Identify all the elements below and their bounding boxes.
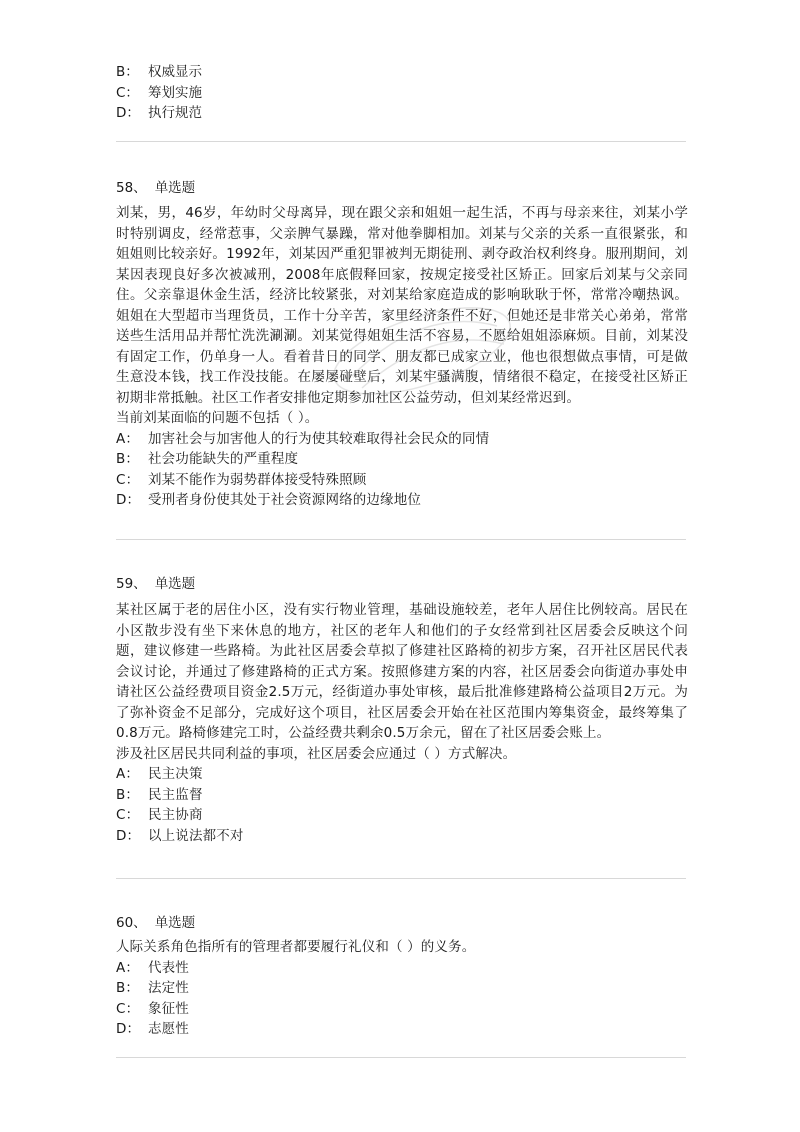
divider <box>116 539 686 540</box>
option-key: A： <box>116 430 140 447</box>
divider <box>116 141 686 142</box>
option-text: 以上说法都不对 <box>148 827 244 844</box>
question-prompt: 涉及社区居民共同利益的事项，社区居委会应通过（ ）方式解决。 <box>116 745 517 762</box>
question-type: 单选题 <box>154 915 196 931</box>
question-stem: 刘某，男，46岁，年幼时父母离异，现在跟父亲和姐姐一起生活，不再与母亲来往，刘某小学时特别调皮，经常惹事，父亲脾气暴躁，常对他拳脚相加。刘某与父亲的关系一直很紧张，和姐姐则比较亲好。1992年，刘某因严重犯罪被判无期徒刑、剥夺政治权利终身。服刑期间，刘某因表现良好多次被减刑，2008年底假释回家，按规定接受社区矫正。回家后刘某与父亲同住。父亲靠退休金生活，经济比较紧张，对刘某给家庭造成的影响耿耿于怀，常常冷嘲热讽。姐姐在大型超市当理货员，工作十分辛苦，家里经济条件不好，但她还是非常关心弟弟，常常送些生活用品并帮忙洗洗涮涮。刘某觉得姐姐生活不容易，不愿给姐姐添麻烦。目前，刘某没有固定工作，仍单身一人。看着昔日的同学、朋友都已成家立业，他也很想做点事情，可是做生意没本钱，找工作没技能。在屡屡碰壁后，刘某牢骚满腹，情绪很不稳定，在接受社区矫正初期非常抵触。社区工作者安排他定期参加社区公益劳动，但刘某经常迟到。 <box>116 205 688 406</box>
option-key: B： <box>116 451 140 467</box>
option-c <box>116 805 688 826</box>
option-key: B： <box>116 64 139 80</box>
question-type: 单选题 <box>154 576 196 592</box>
option-a <box>116 429 688 450</box>
option-key: C： <box>116 84 139 101</box>
option-c <box>116 999 688 1020</box>
option-d <box>116 103 688 124</box>
option-d <box>116 1019 688 1040</box>
option-key: B： <box>116 786 140 803</box>
watermark-logo-icon <box>322 296 522 406</box>
option-text: 民主监督 <box>148 786 203 803</box>
option-key: C： <box>116 807 140 823</box>
option-key: D： <box>116 1021 141 1037</box>
option-key: C： <box>116 1000 140 1017</box>
option-text: 刘某不能作为弱势群体接受特殊照顾 <box>148 471 367 488</box>
option-text: 筹划实施 <box>148 84 202 101</box>
option-key: A： <box>116 959 140 976</box>
option-c <box>116 83 688 104</box>
option-key: D： <box>116 492 141 508</box>
question-number: 58、 <box>116 180 147 196</box>
option-d <box>116 490 688 511</box>
prev-question-options <box>116 62 688 124</box>
option-c <box>116 470 688 491</box>
option-text: 加害社会与加害他人的行为使其较难取得社会民众的同情 <box>148 430 490 447</box>
question-stem: 某社区属于老的居住小区，没有实行物业管理，基础设施较差，老年人居住比例较高。居民在小区散步没有坐下来休息的地方，社区的老年人和他们的子女经常到社区居委会反映这个问题，建议修建一些路椅。为此社区居委会草拟了修建社区路椅的初步方案，召开社区居民代表会议讨论，并通过了修建路椅的正式方案。按照修建方案的内容，社区居委会向街道办事处申请社区公益经费项目资金2.5万元，经街道办事处审核，最后批准修建路椅公益项目2万元。为了弥补资金不足部分，完成好这个项目，社区居委会开始在社区范围内筹集资金，最终筹集了0.8万元。路椅修建完工时，公益经费共剩余0.5万余元，留在了社区居委会账上。 <box>116 602 688 741</box>
question-number: 60、 <box>116 915 147 931</box>
option-text: 执行规范 <box>148 105 202 121</box>
question-prompt: 当前刘某面临的问题不包括（ ）。 <box>116 410 319 426</box>
option-text: 受刑者身份使其处于社会资源网络的边缘地位 <box>148 492 421 508</box>
question-body-59 <box>116 600 688 846</box>
question-body-60 <box>116 937 688 1040</box>
option-b <box>116 785 688 806</box>
question-header-59 <box>116 574 195 594</box>
option-b <box>116 978 688 999</box>
option-d <box>116 826 688 847</box>
option-key: B： <box>116 980 140 996</box>
option-b <box>116 449 688 470</box>
option-text: 社会功能缺失的严重程度 <box>148 451 299 467</box>
option-text: 民主决策 <box>148 766 203 782</box>
option-key: D： <box>116 827 141 844</box>
option-text: 权威显示 <box>148 64 202 80</box>
option-key: D： <box>116 105 140 121</box>
option-b <box>116 62 688 83</box>
option-a <box>116 764 688 785</box>
divider <box>116 1057 686 1058</box>
option-text: 民主协商 <box>148 807 203 823</box>
question-prompt: 人际关系角色指所有的管理者都要履行礼仪和（ ）的义务。 <box>116 939 476 955</box>
option-text: 代表性 <box>148 959 189 976</box>
question-header-60 <box>116 913 195 933</box>
option-text: 象征性 <box>148 1000 189 1017</box>
option-text: 法定性 <box>148 980 189 996</box>
option-text: 志愿性 <box>148 1021 189 1037</box>
question-type: 单选题 <box>154 180 196 196</box>
option-a <box>116 958 688 979</box>
divider <box>116 878 686 879</box>
option-key: A： <box>116 766 140 782</box>
question-header-58 <box>116 178 195 198</box>
question-number: 59、 <box>116 576 147 592</box>
option-key: C： <box>116 471 140 488</box>
